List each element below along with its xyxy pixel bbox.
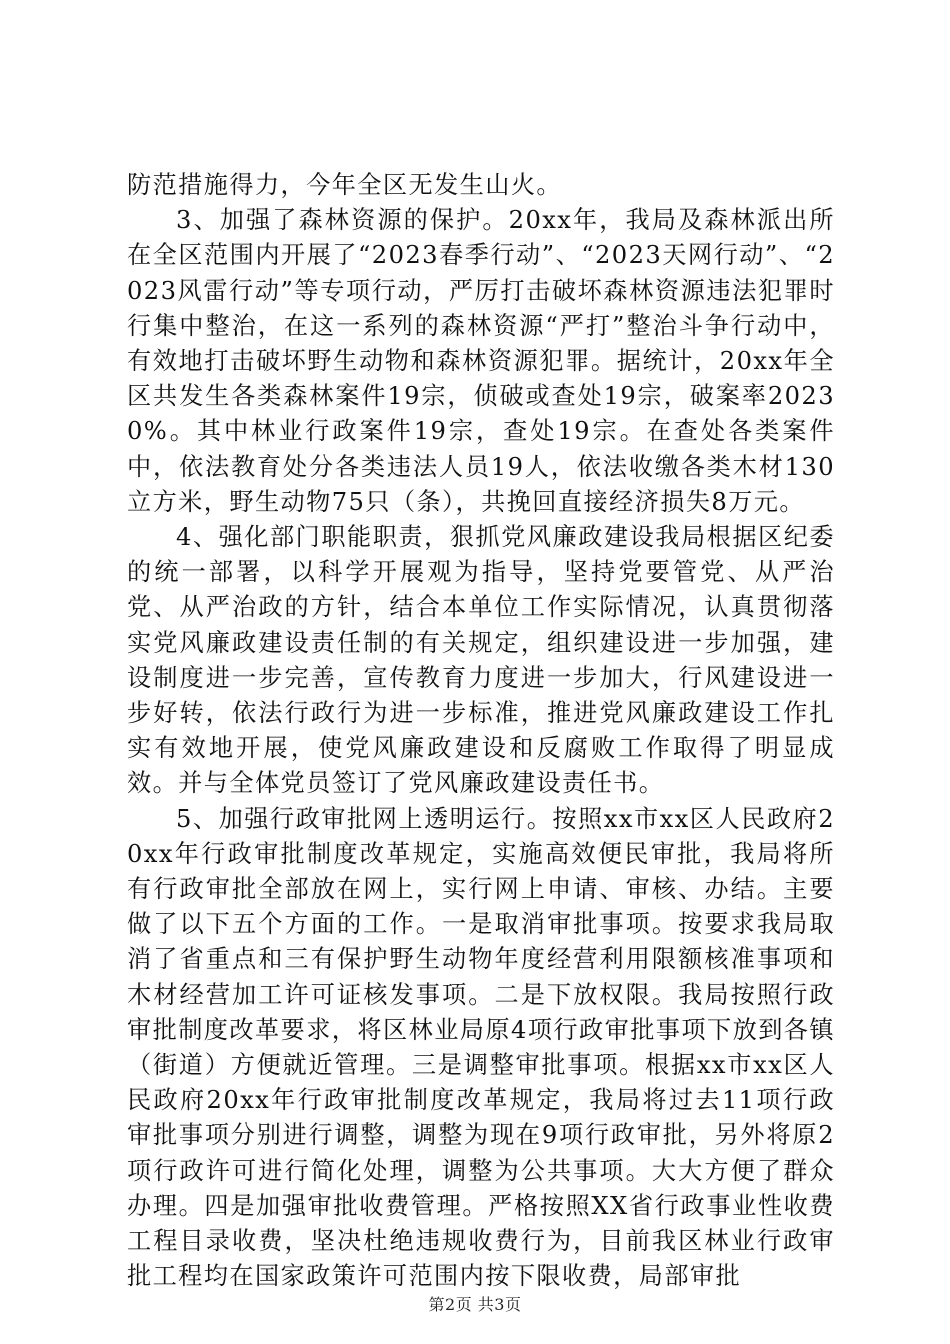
paragraph-admin-approval: 5、加强行政审批网上透明运行。按照xx市xx区人民政府20xx年行政审批制度改革规定，实施高效便民审批，我局将所有行政审批全部放在网上，实行网上申请、审核、办结。主要做了以下五个方面的工作。一是取消审批事项。按要求我局取消了省重点和三有保护野生动物年度经营利用限额核准事项和木材经营加工许可证核发事项。二是下放权限。我局按照行政审批制度改革要求，将区林业局原4项行政审批事项下放到各镇（街道）方便就近管理。三是调整审批事项。根据xx市xx区人民政府20xx年行政审批制度改革规定，我局将过去11项行政审批事项分别进行调整，调整为现在9项行政审批，另外将原2项行政许可进行简化处理，调整为公共事项。大大方便了群众办理。四是加强审批收费管理。严格按照XX省行政事业性收费工程目录收费，坚决杜绝违规收费行为，目前我区林业行政审批工程均在国家政策许可范围内按下限收费，局部审批 [127, 804, 835, 1291]
document-body [127, 168, 835, 1295]
paragraph-continuation: 防范措施得力，今年全区无发生山火。 [127, 171, 562, 199]
paragraph-party-conduct: 4、强化部门职能职责，狠抓党风廉政建设我局根据区纪委的统一部署，以科学开展观为指导，坚持党要管党、从严治党、从严治政的方针，结合本单位工作实际情况，认真贯彻落实党风廉政建设责任制的有关规定，组织建设进一步加强，建设制度进一步完善，宣传教育力度进一步加大，行风建设进一步好转，依法行政行为进一步标准，推进党风廉政建设工作扎实有效地开展，使党风廉政建设和反腐败工作取得了明显成效。并与全体党员签订了党风廉政建设责任书。 [127, 523, 835, 798]
page-footer: 第2页 共3页 [428, 1295, 522, 1314]
paragraph-forest-protection: 3、加强了森林资源的保护。20xx年，我局及森林派出所在全区范围内开展了“2023春季行动”、“2023天网行动”、“2023风雷行动”等专项行动，严厉打击破坏森林资源违法犯罪时行集中整治，在这一系列的森林资源“严打”整治斗争行动中，有效地打击破坏野生动物和森林资源犯罪。据统计，20xx年全区共发生各类森林案件19宗，侦破或查处19宗，破案率20230%。其中林业行政案件19宗，查处19宗。在查处各类案件中，依法教育处分各类违法人员19人，依法收缴各类木材130立方米，野生动物75只（条），共挽回直接经济损失8万元。 [127, 206, 835, 516]
